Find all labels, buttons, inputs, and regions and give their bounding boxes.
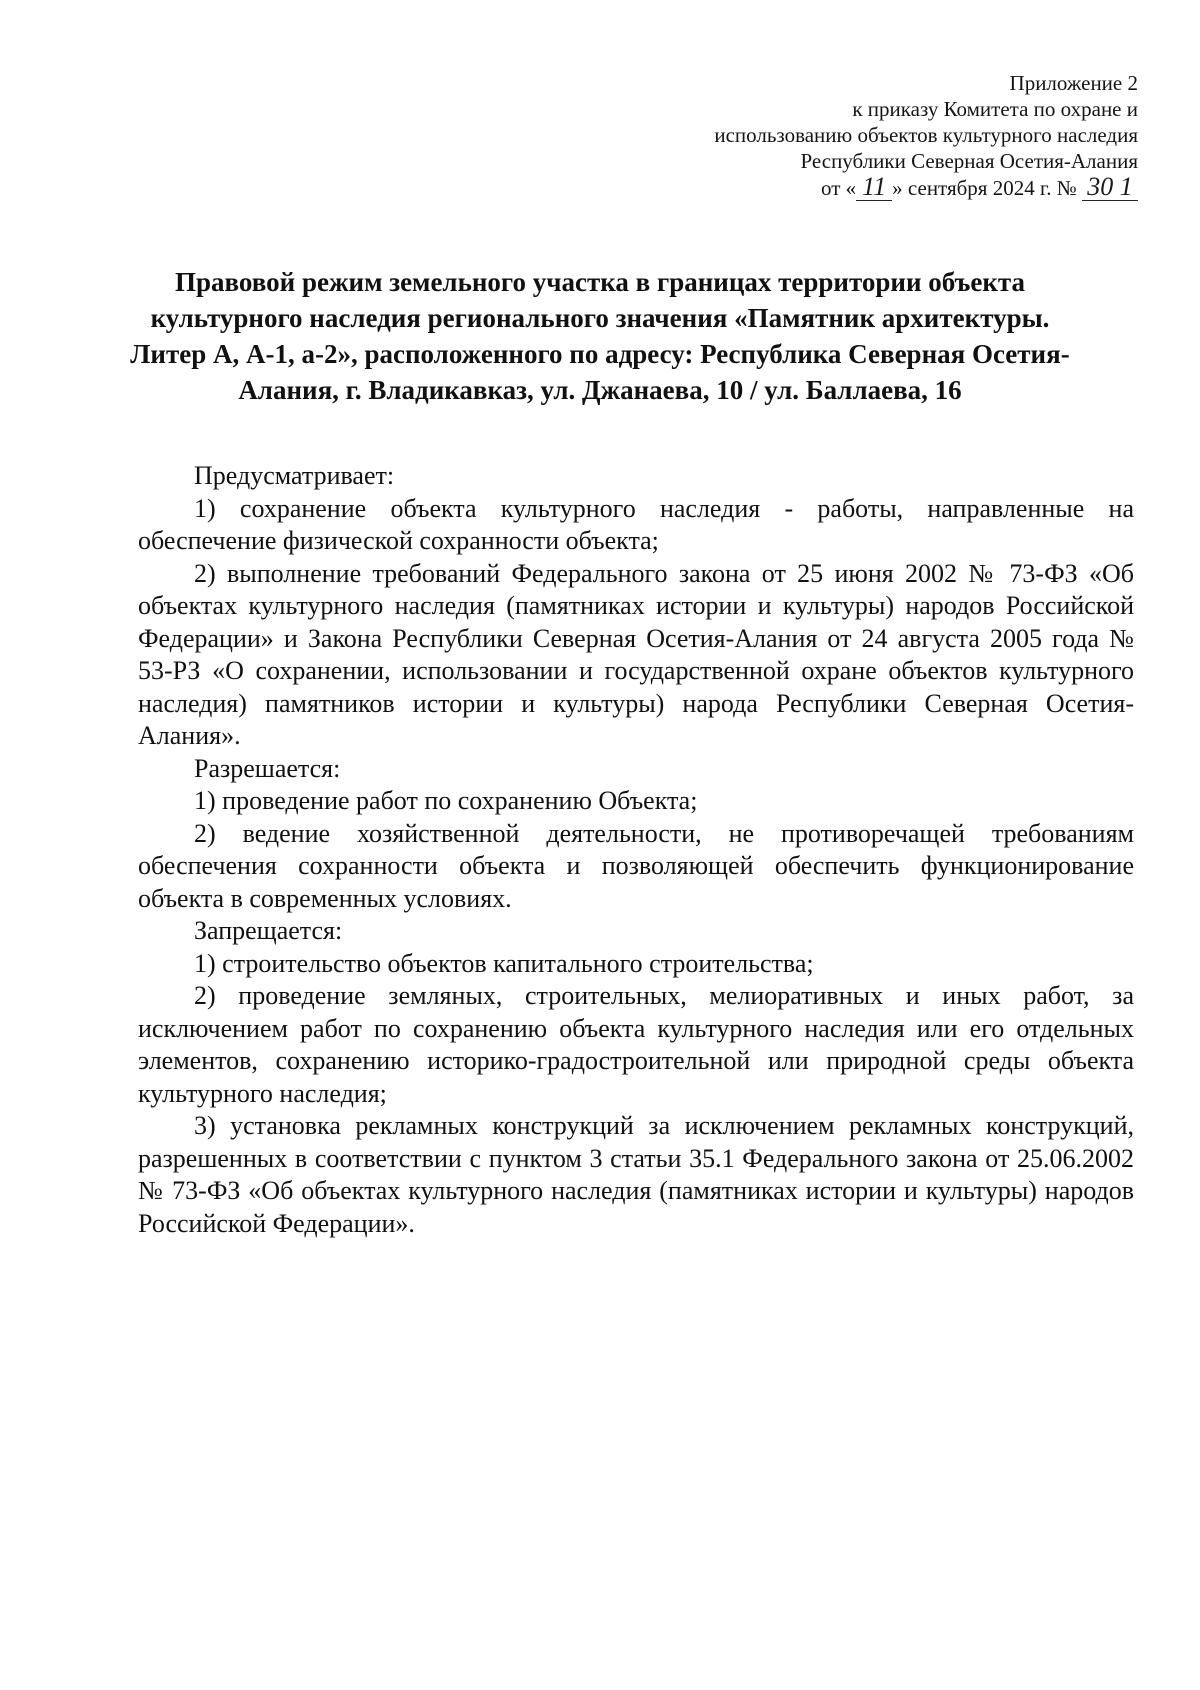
date-prefix: от « <box>821 176 857 200</box>
appendix-republic: Республики Северная Осетия-Алания <box>800 149 1138 173</box>
allowed-heading: Разрешается: <box>194 753 341 783</box>
allowed-item-1: 1) проведение работ по сохранению Объекта; <box>194 786 698 815</box>
prohibited-item-3: 3) установка рекламных конструкций за исключением рекламных конструкций, разрешенных в соответствии с пунктом 3 статьи 35.1 Федерального закона от 25.06.2002 № 73-ФЗ «Об объектах культурного наследия (памятниках истории и культуры) народов Российской Федерации». <box>138 1111 1134 1238</box>
appendix-committee: использованию объектов культурного наследия <box>714 123 1138 147</box>
prohibited-heading: Запрещается: <box>194 916 343 945</box>
appendix-header <box>578 70 1138 201</box>
title-line-3: Литер А, А-1, а-2», расположенного по адресу: Республика Северная Осетия- <box>130 339 1070 369</box>
date-middle: » сентября 2024 г. № <box>892 176 1077 200</box>
allowed-item-2: 2) ведение хозяйственной деятельности, не противоречащей требованиям обеспечения сохранности объекта и позволяющей обеспечить функционирование объекта в современных условиях. <box>138 818 1134 913</box>
provides-item-2: 2) выполнение требований Федерального закона от 25 июня 2002 № 73-ФЗ «Об объектах культурного наследия (памятниках истории и культуры) народов Российской Федерации» и Закона Республики Северная Осетия-Алания от 24 августа 2005 года № 53-РЗ «О сохранении, использовании и государственной охране объектов культурного наследия) памятников истории и культуры) народа Республики Северная Осетия-Алания». <box>138 558 1134 750</box>
document-title <box>90 264 1110 408</box>
handwritten-order-number: 30 1 <box>1082 174 1138 201</box>
handwritten-day: 11 <box>856 174 892 201</box>
appendix-order-ref: к приказу Комитета по охране и <box>852 97 1138 121</box>
prohibited-item-1: 1) строительство объектов капитального строительства; <box>194 948 814 978</box>
appendix-date-line <box>578 174 1138 201</box>
provides-item-1: 1) сохранение объекта культурного наследия - работы, направленные на обеспечение физической сохранности объекта; <box>138 493 1134 555</box>
title-line-2: культурного наследия регионального значения «Памятник архитектуры. <box>150 303 1050 333</box>
provides-heading: Предусматривает: <box>194 461 395 490</box>
title-line-1: Правовой режим земельного участка в границах территории объекта <box>175 267 1025 297</box>
title-line-4: Алания, г. Владикавказ, ул. Джанаева, 10 / ул. Баллаева, 16 <box>238 375 962 405</box>
document-body <box>138 460 1134 1240</box>
appendix-title: Приложение 2 <box>1009 71 1138 95</box>
prohibited-item-2: 2) проведение земляных, строительных, мелиоративных и иных работ, за исключением работ по сохранению объекта культурного наследия или его отдельных элементов, сохранению историко-градостроительной или природной среды объекта культурного наследия; <box>138 981 1134 1108</box>
